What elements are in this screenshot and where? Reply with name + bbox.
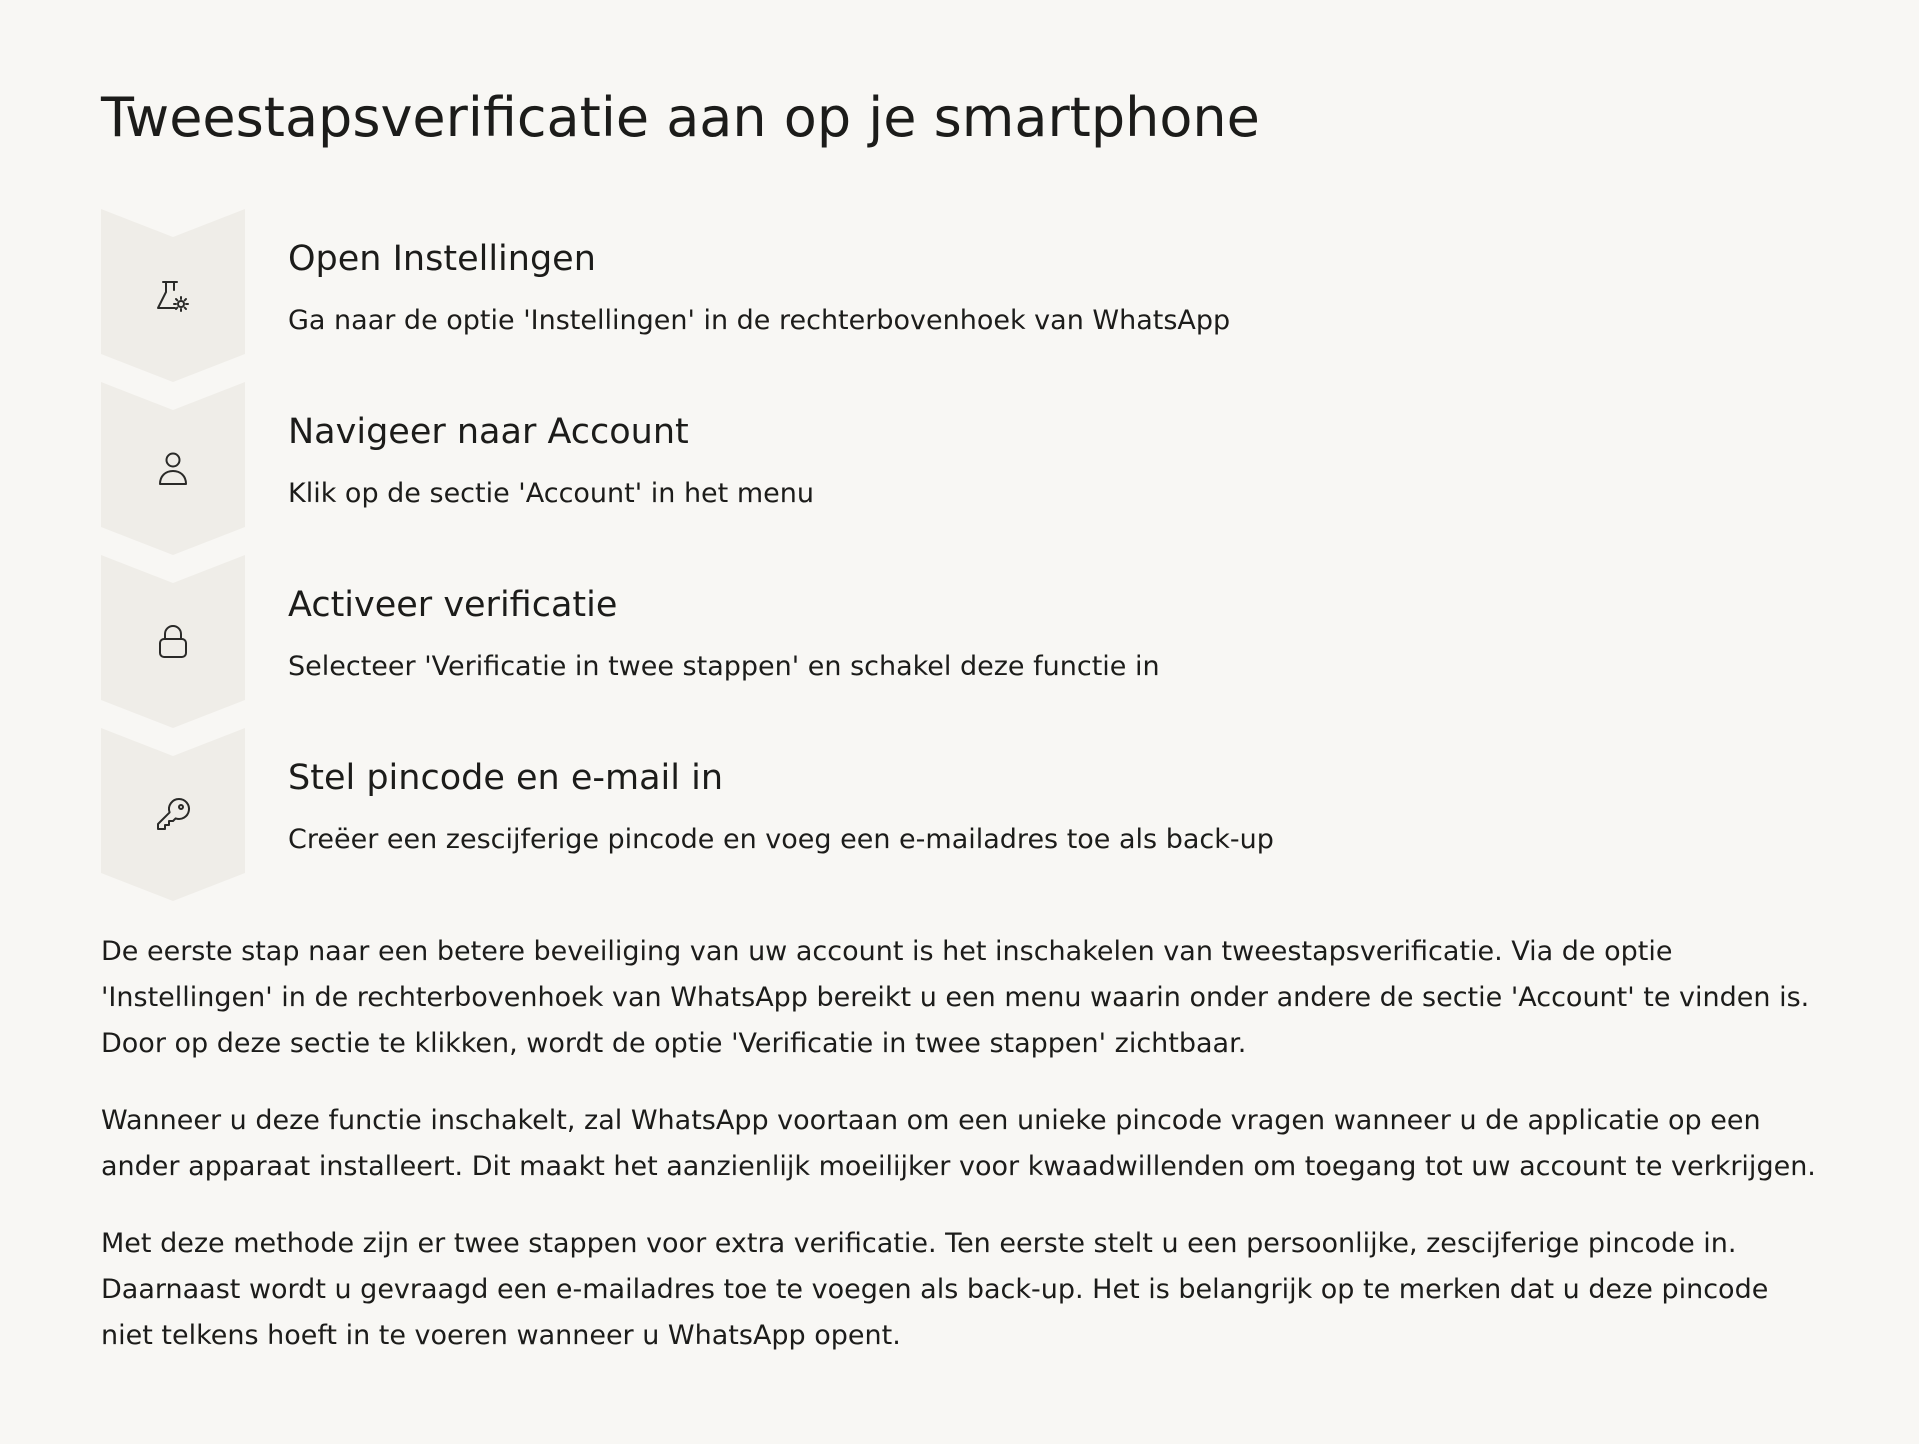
step-description: Creëer een zescijferige pincode en voeg een e-mailadres toe als back-up	[288, 824, 1274, 855]
key-icon	[151, 792, 195, 836]
step-title: Activeer verificatie	[288, 585, 618, 625]
step-item	[101, 382, 1819, 555]
body-text	[101, 929, 1819, 1390]
paragraph: Met deze methode zijn er twee stappen voor extra verificatie. Ten eerste stelt u een persoonlijke, zescijferige pincode in. Daarnaast wordt u gevraagd een e-mailadres toe te voegen als back-up. Het is belangrijk op te merken dat u deze pincode niet telkens hoeft in te voeren wanneer u WhatsApp opent.	[101, 1228, 1769, 1351]
paragraph: De eerste stap naar een betere beveiliging van uw account is het inschakelen van tweestapsverificatie. Via de optie 'Instellingen' in de rechterbovenhoek van WhatsApp bereikt u een menu waarin onder andere de sectie 'Account' te vinden is. Door op deze sectie te klikken, wordt de optie 'Verificatie in twee stappen' zichtbaar.	[101, 936, 1810, 1059]
lock-icon	[151, 619, 195, 663]
step-item	[101, 555, 1819, 728]
step-item	[101, 728, 1819, 901]
step-title: Navigeer naar Account	[288, 412, 689, 452]
page-title: Tweestapsverificatie aan op je smartphone	[101, 86, 1260, 149]
settings-flask-icon	[151, 273, 195, 317]
step-title: Stel pincode en e-mail in	[288, 758, 724, 798]
user-icon	[151, 446, 195, 490]
step-description: Selecteer 'Verificatie in twee stappen' en schakel deze functie in	[288, 651, 1160, 682]
step-description: Klik op de sectie 'Account' in het menu	[288, 478, 814, 509]
steps-list	[101, 209, 1819, 901]
paragraph: Wanneer u deze functie inschakelt, zal WhatsApp voortaan om een unieke pincode vragen wanneer u de applicatie op een ander apparaat installeert. Dit maakt het aanzienlijk moeilijker voor kwaadwillenden om toegang tot uw account te verkrijgen.	[101, 1105, 1816, 1182]
step-description: Ga naar de optie 'Instellingen' in de rechterbovenhoek van WhatsApp	[288, 305, 1231, 336]
step-title: Open Instellingen	[288, 239, 596, 279]
step-item	[101, 209, 1819, 382]
